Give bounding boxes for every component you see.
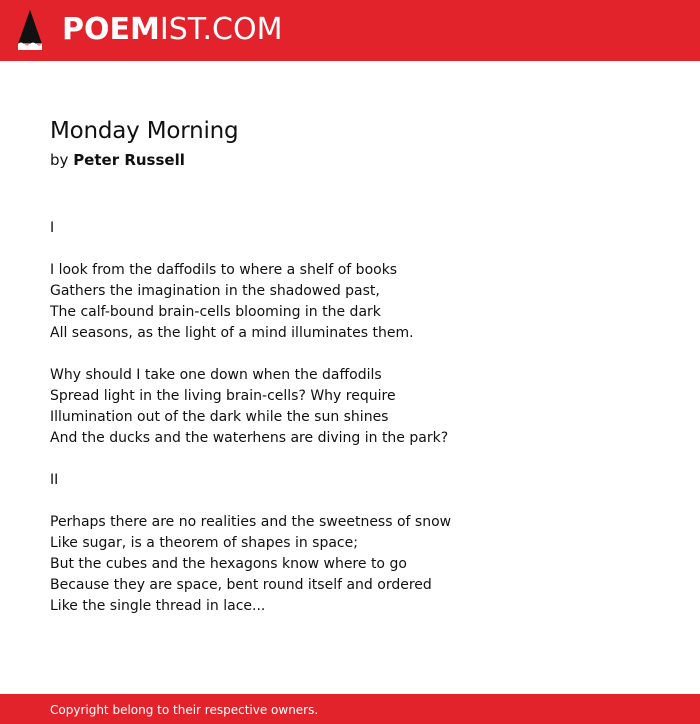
poem-line: Gathers the imagination in the shadowed past, <box>50 283 380 299</box>
poem-line: Like the single thread in lace... <box>50 598 266 614</box>
byline-prefix: by <box>50 151 69 169</box>
poem-line: Like sugar, is a theorem of shapes in space; <box>50 535 358 551</box>
poem-line: I <box>50 220 55 236</box>
poem-section-heading <box>50 218 650 239</box>
poem-line: Perhaps there are no realities and the sweetness of snow <box>50 514 452 530</box>
poem-line: The calf-bound brain-cells blooming in the dark <box>50 304 381 320</box>
pencil-tip-icon[interactable] <box>17 9 43 51</box>
poem-line: Why should I take one down when the daffodils <box>50 367 382 383</box>
site-logo-text[interactable] <box>62 12 282 48</box>
site-header <box>0 0 700 61</box>
poem-section-heading <box>50 470 650 491</box>
poem-line: And the ducks and the waterhens are diving in the park? <box>50 430 449 446</box>
brand-bold-text: POEM <box>62 12 160 47</box>
copyright-text: Copyright belong to their respective owners. <box>50 703 319 717</box>
poem-stanza <box>50 365 650 449</box>
poem-line: All seasons, as the light of a mind illuminates them. <box>50 325 414 341</box>
poem-line: But the cubes and the hexagons know where to go <box>50 556 407 572</box>
poem-line: II <box>50 472 59 488</box>
poem-container <box>50 114 650 638</box>
poem-line: Spread light in the living brain-cells? Why require <box>50 388 396 404</box>
site-footer <box>0 694 700 724</box>
poem-byline <box>50 149 650 171</box>
poem-title: Monday Morning <box>50 118 239 144</box>
poem-line: Because they are space, bent round itself and ordered <box>50 577 432 593</box>
poem-line: I look from the daffodils to where a shelf of books <box>50 262 398 278</box>
poem-line: Illumination out of the dark while the sun shines <box>50 409 389 425</box>
poem-author: Peter Russell <box>73 151 185 169</box>
poem-stanza <box>50 260 650 344</box>
poem-stanza <box>50 512 650 617</box>
brand-light-text: IST.COM <box>159 12 283 47</box>
poem-body <box>50 218 650 617</box>
